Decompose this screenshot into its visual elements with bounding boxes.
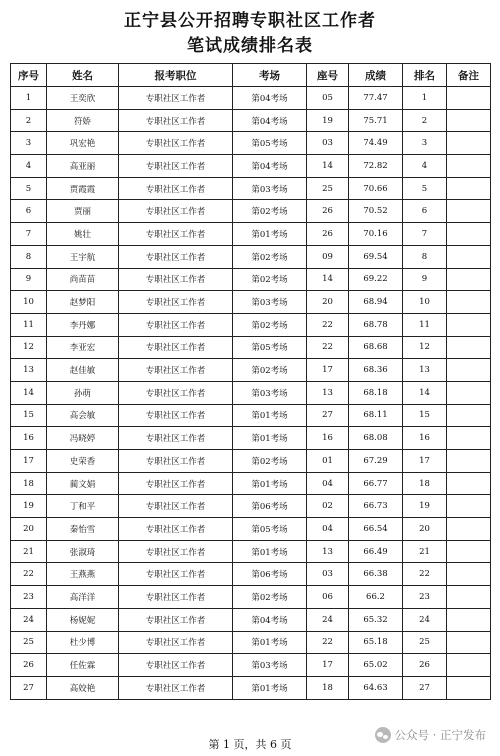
- cell-seat: 06: [307, 586, 349, 609]
- cell-name: 王宇航: [47, 245, 119, 268]
- cell-remark: [447, 631, 491, 654]
- column-header-rank: 排名: [403, 64, 447, 87]
- cell-room: 第03考场: [233, 177, 307, 200]
- column-header-position: 报考职位: [119, 64, 233, 87]
- cell-seq: 6: [11, 200, 47, 223]
- column-header-seat: 座号: [307, 64, 349, 87]
- cell-seq: 17: [11, 450, 47, 473]
- cell-rank: 20: [403, 518, 447, 541]
- cell-name: 高会敏: [47, 404, 119, 427]
- column-header-seq: 序号: [11, 64, 47, 87]
- cell-room: 第02考场: [233, 268, 307, 291]
- cell-score: 72.82: [349, 155, 403, 178]
- cell-score: 77.47: [349, 87, 403, 110]
- cell-seq: 27: [11, 676, 47, 699]
- cell-score: 68.94: [349, 291, 403, 314]
- cell-room: 第01考场: [233, 223, 307, 246]
- cell-room: 第02考场: [233, 200, 307, 223]
- page-title: 正宁县公开招聘专职社区工作者: [124, 11, 376, 31]
- cell-rank: 18: [403, 472, 447, 495]
- cell-seq: 19: [11, 495, 47, 518]
- cell-position: 专职社区工作者: [119, 518, 233, 541]
- cell-score: 68.78: [349, 313, 403, 336]
- cell-seat: 20: [307, 291, 349, 314]
- cell-name: 李丹娜: [47, 313, 119, 336]
- cell-rank: 11: [403, 313, 447, 336]
- cell-name: 张淑琦: [47, 540, 119, 563]
- cell-seq: 18: [11, 472, 47, 495]
- column-header-remark: 备注: [447, 64, 491, 87]
- cell-position: 专职社区工作者: [119, 427, 233, 450]
- cell-room: 第05考场: [233, 518, 307, 541]
- cell-seq: 20: [11, 518, 47, 541]
- cell-name: 王燕燕: [47, 563, 119, 586]
- cell-score: 68.11: [349, 404, 403, 427]
- cell-rank: 15: [403, 404, 447, 427]
- cell-rank: 21: [403, 540, 447, 563]
- cell-name: 丁和平: [47, 495, 119, 518]
- cell-room: 第04考场: [233, 608, 307, 631]
- watermark: [375, 726, 486, 744]
- cell-seq: 14: [11, 381, 47, 404]
- cell-room: 第03考场: [233, 381, 307, 404]
- cell-seq: 23: [11, 586, 47, 609]
- cell-seq: 15: [11, 404, 47, 427]
- cell-position: 专职社区工作者: [119, 109, 233, 132]
- column-header-room: 考场: [233, 64, 307, 87]
- cell-position: 专职社区工作者: [119, 631, 233, 654]
- cell-seq: 16: [11, 427, 47, 450]
- cell-remark: [447, 155, 491, 178]
- cell-rank: 27: [403, 676, 447, 699]
- cell-score: 68.08: [349, 427, 403, 450]
- cell-seat: 13: [307, 381, 349, 404]
- cell-seat: 05: [307, 87, 349, 110]
- page-subtitle: 笔试成绩排名表: [187, 36, 313, 56]
- cell-position: 专职社区工作者: [119, 336, 233, 359]
- cell-seq: 5: [11, 177, 47, 200]
- cell-name: 高姣艳: [47, 676, 119, 699]
- cell-rank: 5: [403, 177, 447, 200]
- cell-remark: [447, 404, 491, 427]
- table-row: [11, 359, 491, 382]
- cell-room: 第01考场: [233, 676, 307, 699]
- cell-position: 专职社区工作者: [119, 563, 233, 586]
- cell-remark: [447, 540, 491, 563]
- cell-position: 专职社区工作者: [119, 359, 233, 382]
- cell-remark: [447, 291, 491, 314]
- cell-rank: 4: [403, 155, 447, 178]
- cell-remark: [447, 472, 491, 495]
- cell-seq: 22: [11, 563, 47, 586]
- cell-seat: 03: [307, 132, 349, 155]
- table-row: [11, 654, 491, 677]
- cell-position: 专职社区工作者: [119, 586, 233, 609]
- cell-position: 专职社区工作者: [119, 540, 233, 563]
- cell-position: 专职社区工作者: [119, 223, 233, 246]
- cell-seat: 14: [307, 155, 349, 178]
- cell-remark: [447, 427, 491, 450]
- cell-score: 64.63: [349, 676, 403, 699]
- table-row: [11, 336, 491, 359]
- cell-seat: 04: [307, 518, 349, 541]
- table-row: [11, 313, 491, 336]
- cell-remark: [447, 654, 491, 677]
- cell-position: 专职社区工作者: [119, 381, 233, 404]
- cell-rank: 2: [403, 109, 447, 132]
- cell-position: 专职社区工作者: [119, 200, 233, 223]
- cell-remark: [447, 450, 491, 473]
- cell-seq: 25: [11, 631, 47, 654]
- cell-remark: [447, 586, 491, 609]
- cell-remark: [447, 109, 491, 132]
- cell-rank: 25: [403, 631, 447, 654]
- cell-room: 第04考场: [233, 109, 307, 132]
- cell-seq: 1: [11, 87, 47, 110]
- cell-position: 专职社区工作者: [119, 495, 233, 518]
- cell-remark: [447, 563, 491, 586]
- cell-seat: 03: [307, 563, 349, 586]
- cell-name: 赵佳敏: [47, 359, 119, 382]
- cell-seat: 04: [307, 472, 349, 495]
- cell-seat: 25: [307, 177, 349, 200]
- cell-remark: [447, 87, 491, 110]
- cell-remark: [447, 381, 491, 404]
- cell-seat: 02: [307, 495, 349, 518]
- cell-name: 巩宏艳: [47, 132, 119, 155]
- cell-remark: [447, 313, 491, 336]
- cell-name: 杨妮妮: [47, 608, 119, 631]
- table-row: [11, 495, 491, 518]
- cell-seat: 27: [307, 404, 349, 427]
- cell-position: 专职社区工作者: [119, 676, 233, 699]
- cell-remark: [447, 223, 491, 246]
- cell-name: 贾丽: [47, 200, 119, 223]
- table-row: [11, 381, 491, 404]
- cell-position: 专职社区工作者: [119, 313, 233, 336]
- cell-room: 第02考场: [233, 359, 307, 382]
- table-row: [11, 109, 491, 132]
- cell-room: 第04考场: [233, 155, 307, 178]
- cell-seq: 7: [11, 223, 47, 246]
- cell-position: 专职社区工作者: [119, 87, 233, 110]
- cell-room: 第04考场: [233, 87, 307, 110]
- watermark-text: 公众号 · 正宁发布: [394, 728, 486, 742]
- cell-room: 第01考场: [233, 472, 307, 495]
- cell-score: 68.68: [349, 336, 403, 359]
- cell-name: 孙萌: [47, 381, 119, 404]
- cell-remark: [447, 336, 491, 359]
- cell-rank: 12: [403, 336, 447, 359]
- cell-room: 第01考场: [233, 404, 307, 427]
- cell-remark: [447, 132, 491, 155]
- cell-rank: 1: [403, 87, 447, 110]
- cell-remark: [447, 177, 491, 200]
- cell-score: 65.02: [349, 654, 403, 677]
- cell-remark: [447, 245, 491, 268]
- cell-score: 67.29: [349, 450, 403, 473]
- cell-rank: 10: [403, 291, 447, 314]
- cell-position: 专职社区工作者: [119, 608, 233, 631]
- cell-score: 66.49: [349, 540, 403, 563]
- table-row: [11, 155, 491, 178]
- table-row: [11, 404, 491, 427]
- table-row: [11, 563, 491, 586]
- cell-rank: 22: [403, 563, 447, 586]
- cell-seq: 12: [11, 336, 47, 359]
- cell-score: 69.22: [349, 268, 403, 291]
- cell-rank: 3: [403, 132, 447, 155]
- table-row: [11, 427, 491, 450]
- cell-remark: [447, 200, 491, 223]
- cell-score: 74.49: [349, 132, 403, 155]
- table-header-row: [11, 64, 491, 87]
- cell-position: 专职社区工作者: [119, 177, 233, 200]
- cell-seat: 01: [307, 450, 349, 473]
- cell-room: 第03考场: [233, 654, 307, 677]
- table-row: [11, 223, 491, 246]
- cell-score: 75.71: [349, 109, 403, 132]
- cell-name: 冯晓婷: [47, 427, 119, 450]
- cell-seat: 17: [307, 359, 349, 382]
- cell-score: 70.52: [349, 200, 403, 223]
- cell-name: 杜少博: [47, 631, 119, 654]
- cell-score: 66.2: [349, 586, 403, 609]
- table-row: [11, 676, 491, 699]
- cell-seq: 26: [11, 654, 47, 677]
- table-row: [11, 472, 491, 495]
- cell-score: 66.54: [349, 518, 403, 541]
- cell-seq: 8: [11, 245, 47, 268]
- cell-score: 66.73: [349, 495, 403, 518]
- table-row: [11, 291, 491, 314]
- cell-position: 专职社区工作者: [119, 472, 233, 495]
- cell-room: 第02考场: [233, 313, 307, 336]
- cell-seat: 19: [307, 109, 349, 132]
- cell-seat: 24: [307, 608, 349, 631]
- cell-name: 姚壮: [47, 223, 119, 246]
- cell-seq: 2: [11, 109, 47, 132]
- table-row: [11, 608, 491, 631]
- cell-rank: 16: [403, 427, 447, 450]
- cell-name: 史荣香: [47, 450, 119, 473]
- cell-name: 蔺文娟: [47, 472, 119, 495]
- cell-name: 高洋洋: [47, 586, 119, 609]
- cell-room: 第03考场: [233, 291, 307, 314]
- cell-position: 专职社区工作者: [119, 132, 233, 155]
- table-row: [11, 450, 491, 473]
- cell-score: 66.38: [349, 563, 403, 586]
- cell-name: 尚苗苗: [47, 268, 119, 291]
- cell-rank: 24: [403, 608, 447, 631]
- cell-score: 69.54: [349, 245, 403, 268]
- cell-seq: 24: [11, 608, 47, 631]
- cell-name: 秦怡雪: [47, 518, 119, 541]
- cell-rank: 26: [403, 654, 447, 677]
- cell-seat: 09: [307, 245, 349, 268]
- cell-name: 任佐霖: [47, 654, 119, 677]
- cell-remark: [447, 676, 491, 699]
- column-header-name: 姓名: [47, 64, 119, 87]
- cell-name: 李亚宏: [47, 336, 119, 359]
- table-row: [11, 268, 491, 291]
- cell-seq: 4: [11, 155, 47, 178]
- column-header-score: 成绩: [349, 64, 403, 87]
- cell-rank: 6: [403, 200, 447, 223]
- table-row: [11, 631, 491, 654]
- table-row: [11, 132, 491, 155]
- cell-rank: 13: [403, 359, 447, 382]
- table-row: [11, 245, 491, 268]
- cell-score: 66.77: [349, 472, 403, 495]
- cell-score: 68.36: [349, 359, 403, 382]
- cell-seq: 13: [11, 359, 47, 382]
- cell-position: 专职社区工作者: [119, 450, 233, 473]
- cell-seat: 14: [307, 268, 349, 291]
- cell-name: 王奕欣: [47, 87, 119, 110]
- cell-position: 专职社区工作者: [119, 245, 233, 268]
- cell-rank: 14: [403, 381, 447, 404]
- cell-room: 第06考场: [233, 563, 307, 586]
- cell-seat: 16: [307, 427, 349, 450]
- table-body: [11, 87, 491, 700]
- cell-seq: 10: [11, 291, 47, 314]
- page-number: 第 1 页，共 6 页: [208, 738, 292, 751]
- wechat-icon: [375, 727, 391, 743]
- cell-room: 第01考场: [233, 427, 307, 450]
- cell-remark: [447, 495, 491, 518]
- table-row: [11, 87, 491, 110]
- cell-room: 第02考场: [233, 450, 307, 473]
- cell-seat: 22: [307, 313, 349, 336]
- cell-rank: 23: [403, 586, 447, 609]
- cell-position: 专职社区工作者: [119, 291, 233, 314]
- cell-name: 贾霞霞: [47, 177, 119, 200]
- cell-seq: 9: [11, 268, 47, 291]
- cell-score: 70.16: [349, 223, 403, 246]
- cell-seat: 22: [307, 631, 349, 654]
- score-table: [10, 63, 491, 700]
- cell-remark: [447, 608, 491, 631]
- cell-room: 第02考场: [233, 245, 307, 268]
- cell-seq: 3: [11, 132, 47, 155]
- cell-room: 第05考场: [233, 336, 307, 359]
- cell-seat: 22: [307, 336, 349, 359]
- cell-rank: 17: [403, 450, 447, 473]
- cell-seq: 11: [11, 313, 47, 336]
- cell-remark: [447, 359, 491, 382]
- cell-position: 专职社区工作者: [119, 155, 233, 178]
- cell-rank: 19: [403, 495, 447, 518]
- table-row: [11, 200, 491, 223]
- cell-position: 专职社区工作者: [119, 404, 233, 427]
- table-row: [11, 518, 491, 541]
- cell-rank: 9: [403, 268, 447, 291]
- cell-name: 赵梦阳: [47, 291, 119, 314]
- cell-room: 第02考场: [233, 586, 307, 609]
- cell-room: 第01考场: [233, 631, 307, 654]
- cell-position: 专职社区工作者: [119, 268, 233, 291]
- cell-room: 第05考场: [233, 132, 307, 155]
- cell-score: 65.32: [349, 608, 403, 631]
- cell-seat: 13: [307, 540, 349, 563]
- cell-position: 专职社区工作者: [119, 654, 233, 677]
- table-row: [11, 177, 491, 200]
- cell-score: 68.18: [349, 381, 403, 404]
- cell-name: 符娇: [47, 109, 119, 132]
- cell-score: 70.66: [349, 177, 403, 200]
- cell-name: 高亚丽: [47, 155, 119, 178]
- cell-score: 65.18: [349, 631, 403, 654]
- cell-remark: [447, 518, 491, 541]
- cell-room: 第01考场: [233, 540, 307, 563]
- cell-seat: 17: [307, 654, 349, 677]
- cell-room: 第06考场: [233, 495, 307, 518]
- cell-seq: 21: [11, 540, 47, 563]
- cell-rank: 7: [403, 223, 447, 246]
- cell-rank: 8: [403, 245, 447, 268]
- cell-seat: 18: [307, 676, 349, 699]
- table-row: [11, 586, 491, 609]
- cell-seat: 26: [307, 200, 349, 223]
- cell-remark: [447, 268, 491, 291]
- table-row: [11, 540, 491, 563]
- cell-seat: 26: [307, 223, 349, 246]
